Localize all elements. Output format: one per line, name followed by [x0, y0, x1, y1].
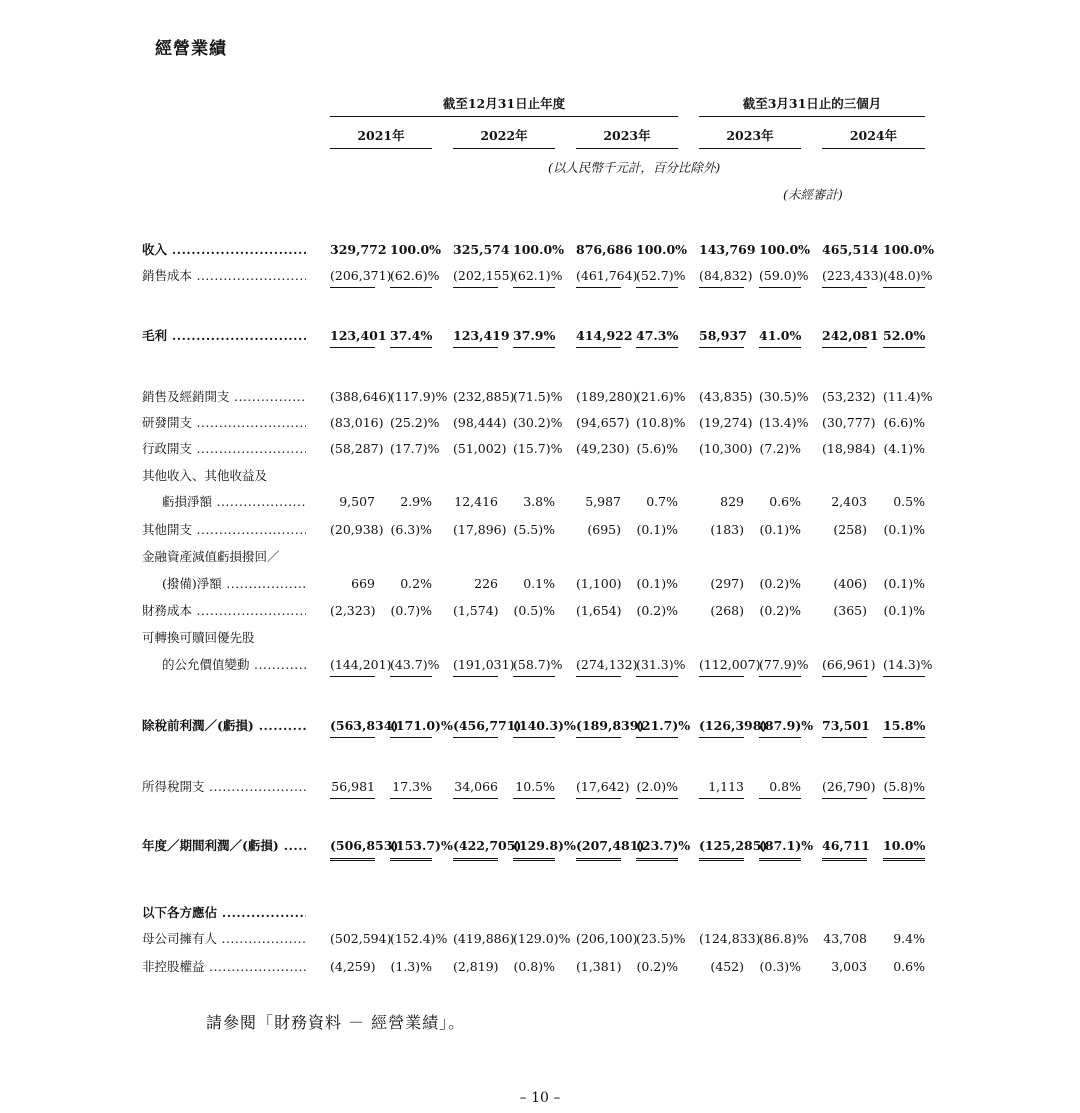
value-cell: 1,113 — [699, 777, 744, 799]
table-row — [0, 492, 1080, 512]
value-cell: (0.2)% — [636, 959, 678, 974]
value-cell: (388,646) — [330, 389, 392, 404]
table-row — [0, 601, 1080, 621]
value-cell: (30.2)% — [513, 415, 563, 430]
year-header-2023: 2023年 — [576, 124, 678, 149]
value-cell: (0.3)% — [759, 959, 801, 974]
value-cell: 34,066 — [453, 777, 498, 799]
value-cell: (6.3)% — [390, 522, 432, 537]
table-row — [0, 520, 1080, 540]
value-cell: (422,705) — [453, 836, 498, 861]
value-cell: 46,711 — [822, 836, 867, 861]
value-cell: (365) — [833, 603, 867, 618]
row-label: 毛利 ..... — [142, 326, 306, 346]
row-label-continued: (撥備)淨額 ..... — [142, 574, 306, 594]
table-row — [0, 957, 1080, 977]
unaudited-note: (未經審計) — [783, 187, 843, 202]
value-cell: (0.1)% — [883, 522, 925, 537]
value-cell: (183) — [710, 522, 744, 537]
value-cell: 37.4% — [390, 326, 432, 348]
value-cell: (112,007) — [699, 655, 744, 677]
value-cell: (83,016) — [330, 415, 384, 430]
value-cell: 9.4% — [893, 931, 925, 946]
value-cell: (58.7)% — [513, 655, 555, 677]
value-cell: 669 — [351, 576, 375, 591]
value-cell: (1,574) — [453, 603, 499, 618]
value-cell: (563,834) — [330, 716, 375, 738]
value-cell: (0.2)% — [759, 603, 801, 618]
value-cell: 876,686 — [576, 242, 633, 257]
value-cell: (0.5)% — [513, 603, 555, 618]
value-cell: 242,081 — [822, 326, 867, 348]
value-cell: 100.0% — [883, 242, 935, 257]
value-cell: (87.9)% — [759, 716, 801, 738]
value-cell: 73,501 — [822, 716, 867, 738]
value-cell: (23.5)% — [636, 931, 686, 946]
value-cell: (206,100) — [576, 931, 638, 946]
value-cell: 9,507 — [339, 494, 375, 509]
value-cell: (25.2)% — [390, 415, 440, 430]
row-label: 銷售成本 ..... — [142, 266, 306, 286]
value-cell: (51,002) — [453, 441, 507, 456]
value-cell: (152.4)% — [390, 931, 448, 946]
value-cell: 3.8% — [523, 494, 555, 509]
value-cell: 43,708 — [823, 931, 867, 946]
value-cell: (30,777) — [822, 415, 876, 430]
year-header-2022: 2022年 — [453, 124, 555, 149]
value-cell: (43,835) — [699, 389, 753, 404]
row-label: 收入 ..... — [142, 240, 306, 260]
value-cell: (1.3)% — [390, 959, 432, 974]
value-cell: (26,790) — [822, 777, 867, 799]
value-cell: (59.0)% — [759, 266, 801, 288]
table-row — [0, 326, 1080, 346]
group-header-annual: 截至12月31日止年度 — [330, 94, 678, 117]
value-cell: (129.0)% — [513, 931, 571, 946]
row-label: 行政開支 ..... — [142, 439, 306, 459]
value-cell: (31.3)% — [636, 655, 678, 677]
value-cell: (11.4)% — [883, 389, 933, 404]
year-header-2024-q1: 2024年 — [822, 124, 925, 149]
value-cell: 100.0% — [636, 242, 688, 257]
value-cell: (6.6)% — [883, 415, 925, 430]
value-cell: (10.8)% — [636, 415, 686, 430]
value-cell: 37.9% — [513, 326, 555, 348]
value-cell: (207,481) — [576, 836, 621, 861]
value-cell: 15.8% — [883, 716, 925, 738]
value-cell: (71.5)% — [513, 389, 563, 404]
table-row — [0, 777, 1080, 797]
value-cell: 329,772 — [330, 242, 387, 257]
value-cell: (52.7)% — [636, 266, 678, 288]
value-cell: 2.9% — [400, 494, 432, 509]
value-cell: (406) — [833, 576, 867, 591]
value-cell: (506,853) — [330, 836, 375, 861]
table-row — [0, 387, 1080, 407]
value-cell: (268) — [710, 603, 744, 618]
value-cell: 0.6% — [893, 959, 925, 974]
row-label-continued: 虧損淨額 ..... — [142, 492, 306, 512]
value-cell: (129.8)% — [513, 836, 555, 861]
value-cell: (223,433) — [822, 266, 867, 288]
value-cell: 325,574 — [453, 242, 510, 257]
value-cell: (2,323) — [330, 603, 376, 618]
year-header-2021: 2021年 — [330, 124, 432, 149]
value-cell: 0.6% — [769, 494, 801, 509]
value-cell: (62.1)% — [513, 266, 555, 288]
value-cell: (87.1)% — [759, 836, 801, 861]
value-cell: (232,885) — [453, 389, 515, 404]
table-row — [0, 439, 1080, 459]
value-cell: (13.4)% — [759, 415, 809, 430]
value-cell: 100.0% — [513, 242, 565, 257]
value-cell: (94,657) — [576, 415, 630, 430]
value-cell: (15.7)% — [513, 441, 563, 456]
value-cell: (19,274) — [699, 415, 753, 430]
value-cell: (84,832) — [699, 266, 744, 288]
value-cell: (452) — [710, 959, 744, 974]
row-label: 金融資產減值虧損撥回／ — [142, 549, 280, 564]
row-label-continued: 的公允價值變動 ..... — [142, 655, 306, 675]
value-cell: 0.8% — [759, 777, 801, 799]
value-cell: (419,886) — [453, 931, 515, 946]
value-cell: (18,984) — [822, 441, 876, 456]
value-cell: 12,416 — [454, 494, 498, 509]
table-row-label-line — [0, 547, 1080, 567]
value-cell: 47.3% — [636, 326, 678, 348]
table-row — [0, 716, 1080, 736]
value-cell: 58,937 — [699, 326, 744, 348]
value-cell: (5.6)% — [636, 441, 678, 456]
value-cell: 100.0% — [390, 242, 442, 257]
value-cell: (0.1)% — [883, 603, 925, 618]
value-cell: 143,769 — [699, 242, 756, 257]
row-label: 年度／期間利潤／(虧損) ..... — [142, 836, 306, 856]
value-cell: (171.0)% — [390, 716, 432, 738]
value-cell: (297) — [710, 576, 744, 591]
value-cell: (17,896) — [453, 522, 507, 537]
table-row — [0, 240, 1080, 260]
table-row — [0, 903, 1080, 923]
value-cell: 56,981 — [330, 777, 375, 799]
section-title: 經營業績 — [155, 39, 227, 59]
table-row — [0, 574, 1080, 594]
year-header-2023-q1: 2023年 — [699, 124, 801, 149]
value-cell: 10.0% — [883, 836, 925, 861]
value-cell: 3,003 — [831, 959, 867, 974]
value-cell: 100.0% — [759, 242, 811, 257]
value-cell: (0.1)% — [636, 522, 678, 537]
value-cell: (0.8)% — [513, 959, 555, 974]
value-cell: (144,201) — [330, 655, 375, 677]
value-cell: 123,401 — [330, 326, 375, 348]
table-row — [0, 413, 1080, 433]
value-cell: (117.9)% — [390, 389, 448, 404]
value-cell: (58,287) — [330, 441, 384, 456]
table-row-label-line — [0, 628, 1080, 648]
page-number: – 10 – — [519, 1090, 561, 1106]
value-cell: (62.6)% — [390, 266, 432, 288]
row-label: 非控股權益 ..... — [142, 957, 306, 977]
table-row-label-line — [0, 466, 1080, 486]
value-cell: (48.0)% — [883, 266, 925, 288]
value-cell: (1,654) — [576, 603, 622, 618]
table-row — [0, 929, 1080, 949]
value-cell: (1,100) — [576, 576, 622, 591]
value-cell: 2,403 — [831, 494, 867, 509]
value-cell: (191,031) — [453, 655, 498, 677]
row-label: 研發開支 ..... — [142, 413, 306, 433]
value-cell: (1,381) — [576, 959, 622, 974]
value-cell: (14.3)% — [883, 655, 925, 677]
value-cell: 17.3% — [390, 777, 432, 799]
value-cell: (202,155) — [453, 266, 498, 288]
cross-reference-note: 請參閱「財務資料 － 經營業績」。 — [206, 1013, 466, 1032]
value-cell: (49,230) — [576, 441, 630, 456]
row-label: 所得稅開支 ..... — [142, 777, 306, 797]
value-cell: (77.9)% — [759, 655, 801, 677]
row-label: 母公司擁有人 ..... — [142, 929, 306, 949]
value-cell: (0.2)% — [759, 576, 801, 591]
value-cell: (7.2)% — [759, 441, 801, 456]
value-cell: (21.7)% — [636, 716, 678, 738]
value-cell: (17.7)% — [390, 441, 440, 456]
value-cell: (20,938) — [330, 522, 384, 537]
value-cell: (5.5)% — [513, 522, 555, 537]
value-cell: (189,280) — [576, 389, 638, 404]
value-cell: (140.3)% — [513, 716, 555, 738]
value-cell: (98,444) — [453, 415, 507, 430]
value-cell: (23.7)% — [636, 836, 678, 861]
value-cell: 123,419 — [453, 326, 498, 348]
row-label: 以下各方應佔 ..... — [142, 903, 306, 923]
value-cell: (86.8)% — [759, 931, 809, 946]
row-label: 銷售及經銷開支 ..... — [142, 387, 306, 407]
value-cell: (153.7)% — [390, 836, 432, 861]
value-cell: (30.5)% — [759, 389, 809, 404]
value-cell: 41.0% — [759, 326, 801, 348]
value-cell: 226 — [474, 576, 498, 591]
row-label: 除稅前利潤／(虧損) ..... — [142, 716, 306, 736]
value-cell: (258) — [833, 522, 867, 537]
value-cell: (126,398) — [699, 716, 744, 738]
value-cell: (125,285) — [699, 836, 744, 861]
currency-note: (以人民幣千元計，百分比除外) — [548, 160, 721, 175]
value-cell: (53,232) — [822, 389, 876, 404]
value-cell: (2.0)% — [636, 777, 678, 799]
value-cell: (4.1)% — [883, 441, 925, 456]
value-cell: 0.1% — [523, 576, 555, 591]
group-header-quarter: 截至3月31日止的三個月 — [699, 94, 925, 117]
value-cell: (456,771) — [453, 716, 498, 738]
value-cell: (0.2)% — [636, 603, 678, 618]
value-cell: 0.7% — [646, 494, 678, 509]
value-cell: (0.1)% — [759, 522, 801, 537]
value-cell: (2,819) — [453, 959, 499, 974]
value-cell: (206,371) — [330, 266, 375, 288]
row-label: 其他收入、其他收益及 — [142, 468, 268, 483]
value-cell: (43.7)% — [390, 655, 432, 677]
value-cell: (10,300) — [699, 441, 753, 456]
table-row — [0, 266, 1080, 286]
value-cell: (0.7)% — [390, 603, 432, 618]
value-cell: (189,839) — [576, 716, 621, 738]
row-label: 財務成本 ..... — [142, 601, 306, 621]
value-cell: 5,987 — [585, 494, 621, 509]
value-cell: (0.1)% — [883, 576, 925, 591]
value-cell: (4,259) — [330, 959, 376, 974]
value-cell: (21.6)% — [636, 389, 686, 404]
value-cell: (695) — [587, 522, 621, 537]
value-cell: (274,132) — [576, 655, 621, 677]
row-label: 其他開支 ..... — [142, 520, 306, 540]
value-cell: (502,594) — [330, 931, 392, 946]
value-cell: 465,514 — [822, 242, 879, 257]
value-cell: 829 — [720, 494, 744, 509]
row-label: 可轉換可贖回優先股 — [142, 630, 255, 645]
value-cell: 52.0% — [883, 326, 925, 348]
value-cell: 0.5% — [893, 494, 925, 509]
value-cell: (124,833) — [699, 931, 761, 946]
value-cell: (461,764) — [576, 266, 621, 288]
value-cell: 414,922 — [576, 326, 621, 348]
value-cell: (17,642) — [576, 777, 621, 799]
value-cell: 0.2% — [400, 576, 432, 591]
table-row — [0, 655, 1080, 675]
value-cell: (0.1)% — [636, 576, 678, 591]
value-cell: (5.8)% — [883, 777, 925, 799]
value-cell: (66,961) — [822, 655, 867, 677]
table-row — [0, 836, 1080, 856]
value-cell: 10.5% — [513, 777, 555, 799]
